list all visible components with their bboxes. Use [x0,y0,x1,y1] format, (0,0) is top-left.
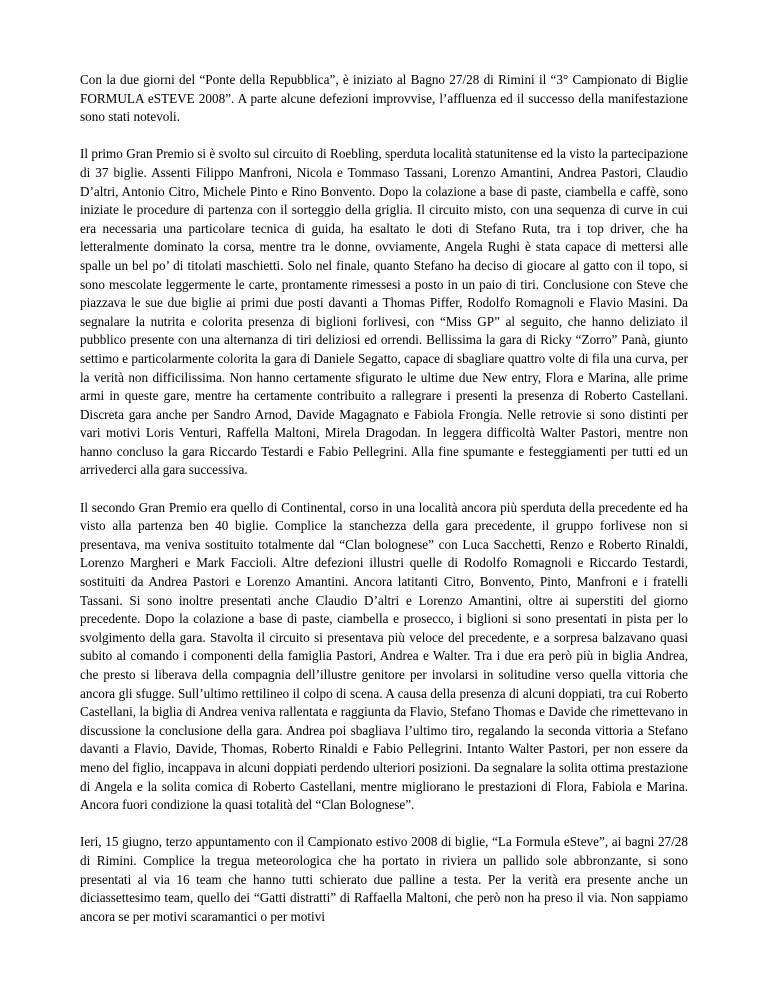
paragraph-second-grand-prix: Il secondo Gran Premio era quello di Continental, corso in una località ancora più sperduta della precedente ed ha visto alla partenza ben 40 biglie. Complice la stanchezza della gara precedente, il gruppo forlivese non si presentava, ma veniva sostituito totalmente dal “Clan bolognese” con Luca Sacchetti, Renzo e Roberto Rinaldi, Lorenzo Margheri e Mark Faccioli. Altre defezioni illustri quelle di Rodolfo Romagnoli e Riccardo Testardi, sostituiti da Andrea Pastori e Lorenzo Amantini. Ancora latitanti Citro, Bonvento, Pinto, Manfroni e i fratelli Tassani. Si sono inoltre presentati anche Claudio D’altri e Lorenzo Amantini, oltre ai superstiti del giorno precedente. Dopo la colazione a base di paste, ciambella e prosecco, i biglioni si sono presentati in pista per lo svolgimento della gara. Stavolta il circuito si presentava più veloce del precedente, e a sorpresa balzavano quasi subito al comando i componenti della famiglia Pastori, Andrea e Walter. Tra i due era però più in biglia Andrea, che presto si liberava della compagnia dell’illustre genitore per involarsi in solitudine verso quella vittoria che ancora gli sfugge. Sull’ultimo rettilineo il colpo di scena. A causa della presenza di alcuni doppiati, tra cui Roberto Castellani, la biglia di Andrea veniva rallentata e raggiunta da Flavio, Stefano Thomas e Davide che rimettevano in discussione la conclusione della gara. Andrea poi sbagliava l’ultimo tiro, regalando la seconda vittoria a Stefano davanti a Flavio, Davide, Thomas, Roberto Rinaldi e Fabio Pellegrini. Intanto Walter Pastori, per non essere da meno del figlio, incappava in alcuni doppiati perdendo ulteriori posizioni. Da segnalare la solita ottima prestazione di Angela e la solita comica di Roberto Castellani, mentre migliorano le prestazioni di Flora, Fabiola e Marina. Ancora fuori condizione la quasi totalità del “Clan Bolognese”. [80,499,688,813]
paragraph-first-grand-prix: Il primo Gran Premio si è svolto sul circuito di Roebling, sperduta località statunitense ed la visto la partecipazione di 37 biglie. Assenti Filippo Manfroni, Nicola e Tommaso Tassani, Lorenzo Amantini, Andrea Pastori, Claudio D’altri, Antonio Citro, Michele Pinto e Rino Bonvento. Dopo la colazione a base di paste, ciambella e caffè, sono iniziate le procedure di partenza con il sorteggio della griglia. Il circuito misto, con una sequenza di curve in cui era necessaria una particolare tecnica di guida, ha esaltato le doti di Stefano Ruta, tra i top driver, che ha letteralmente dominato la corsa, mentre tra le donne, ovviamente, Angela Rughi è stata capace di mettersi alle spalle un bel po’ di titolati maschietti. Solo nel finale, quanto Stefano ha deciso di giocare al gatto con il topo, si sono mescolate leggermente le carte, prontamente rimessesi a posto in un paio di tiri. Conclusione con Steve che piazzava le sue due biglie ai primi due posti davanti a Thomas Piffer, Rodolfo Romagnoli e Flavio Masini. Da segnalare la nutrita e colorita presenza di biglioni forlivesi, con “Miss GP” al seguito, che hanno deliziato il pubblico presente con una alternanza di tiri deliziosi ed orrendi. Bellissima la gara di Ricky “Zorro” Panà, giunto settimo e particolarmente colorita la gara di Daniele Segatto, capace di sbagliare quattro volte di fila una curva, per la verità non difficilissima. Non hanno certamente sfigurato le ultime due New entry, Flora e Marina, alle prime armi in queste gare, mentre ha certamente contribuito a rallegrare i presenti la presenza di Roberto Castellani. Discreta gara anche per Sandro Arnod, Davide Magagnato e Fabiola Frongia. Nelle retrovie si sono distinti per vari motivi Loris Venturi, Raffella Maltoni, Mirela Dragodan. In leggera difficoltà Walter Pastori, mentre non hanno concluso la gara Riccardo Testardi e Fabio Pellegrini. Alla fine spumante e festeggiamenti per tutti ed un arrivederci alla gara successiva. [80,146,688,478]
paragraph-third-appointment: Ieri, 15 giugno, terzo appuntamento con il Campionato estivo 2008 di biglie, “La Formula eSteve”, ai bagni 27/28 di Rimini. Complice la tregua meteorologica che ha portato in riviera un pallido sole abbronzante, si sono presentati al via 16 team che hanno tutti schierato due palline a testa. Per la verità era presente anche un diciassettesimo team, quello dei “Gatti distratti” di Raffaella Maltoni, che però non ha preso il via. Non sappiamo ancora se per motivi scaramantici o per motivi [80,834,688,924]
document-body [80,71,688,926]
paragraph-intro: Con la due giorni del “Ponte della Repubblica”, è iniziato al Bagno 27/28 di Rimini il “3° Campionato di Biglie FORMULA eSTEVE 2008”. A parte alcune defezioni improvvise, l’affluenza ed il successo della manifestazione sono stati notevoli. [80,72,688,125]
